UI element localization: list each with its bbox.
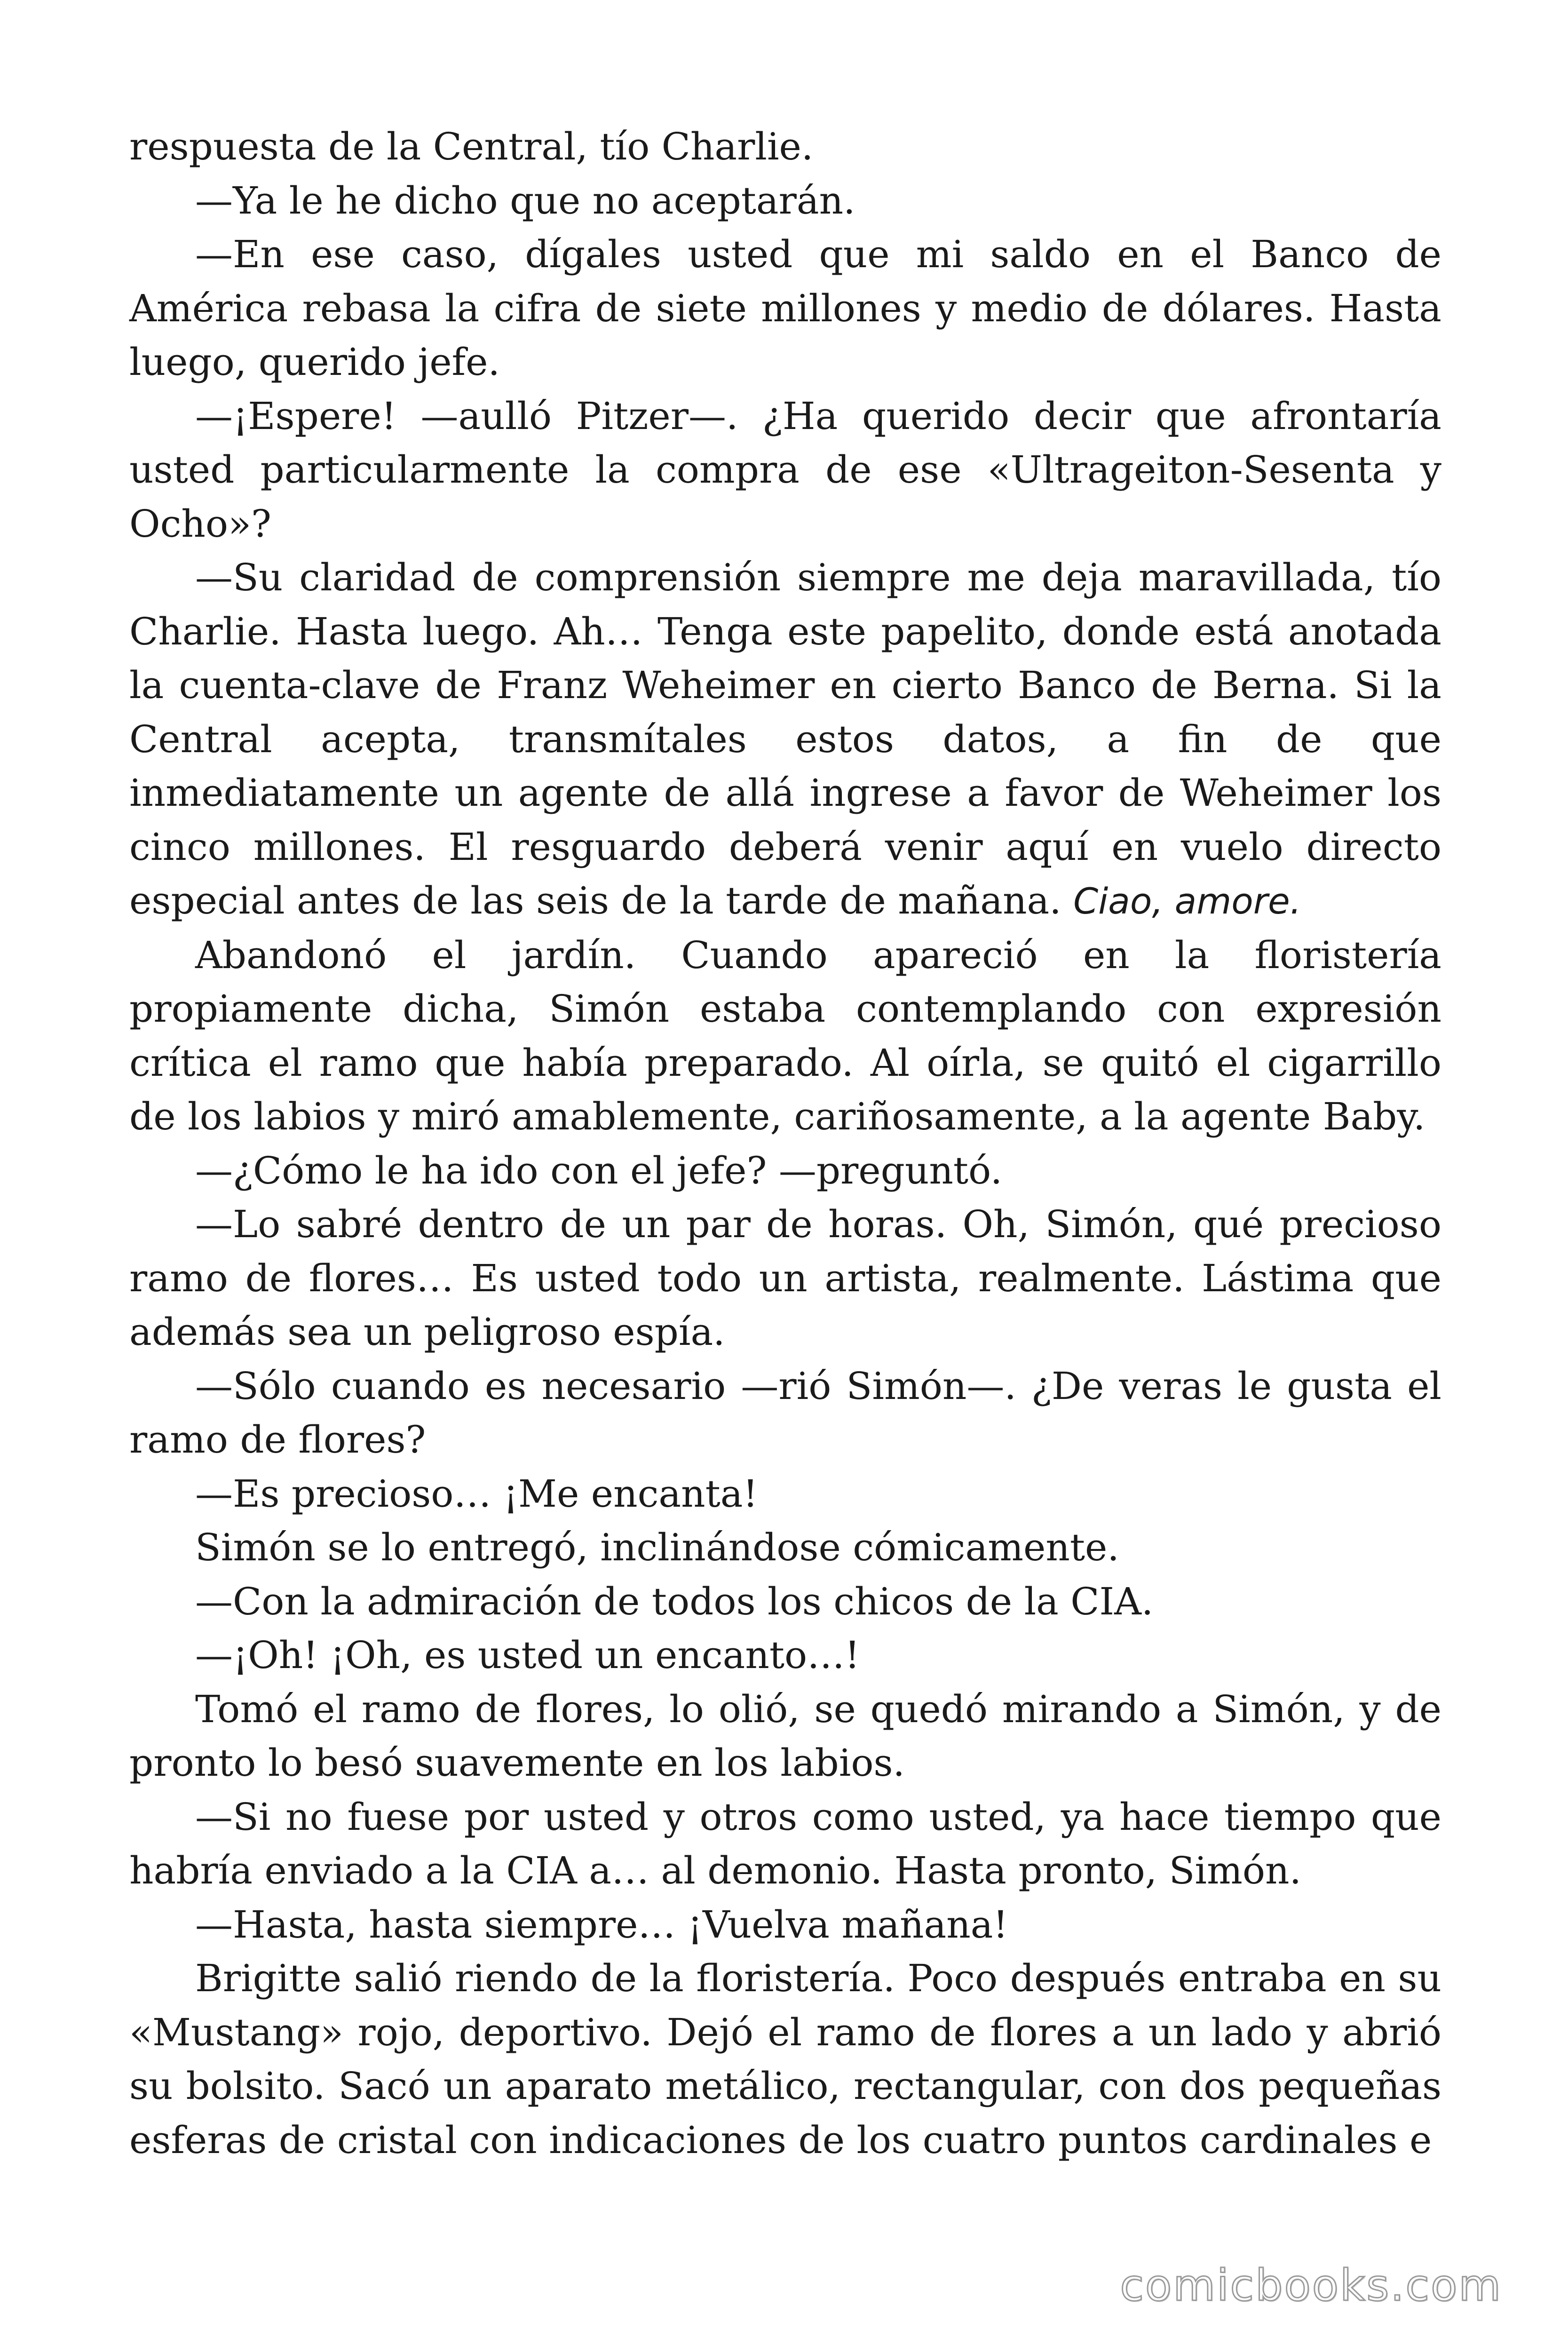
watermark-logo: comicbooks.com bbox=[1120, 2260, 1502, 2311]
italic-phrase: Ciao, amore. bbox=[1073, 880, 1301, 922]
paragraph-16: —Hasta, hasta siempre… ¡Vuelva mañana! bbox=[195, 1902, 1008, 1947]
paragraph-7: —¿Cómo le ha ido con el jefe? —preguntó. bbox=[195, 1148, 1003, 1192]
paragraph-4: —¡Espere! —aulló Pitzer—. ¿Ha querido decir que afrontaría usted particularmente la compra de ese «Ultrageiton-Sesenta y Ocho»? bbox=[129, 394, 1441, 546]
paragraph-6: Abandonó el jardín. Cuando apareció en la floristería propiamente dicha, Simón estaba contemplando con expresión crítica el ramo que había preparado. Al oírla, se quitó el cigarrillo de los labios y miró amablemente, cariñosamente, a la agente Baby. bbox=[129, 933, 1441, 1138]
paragraph-17: Brigitte salió riendo de la floristería. Poco después entraba en su «Mustang» rojo, deportivo. Dejó el ramo de flores a un lado y abrió su bolsito. Sacó un aparato metálico, rectangular, con dos pequeñas esferas de cristal con indicaciones de los cuatro puntos cardinales e bbox=[129, 1956, 1441, 2162]
paragraph-5 bbox=[129, 551, 1441, 929]
paragraph-3: —En ese caso, dígales usted que mi saldo en el Banco de América rebasa la cifra de siete millones y medio de dólares. Hasta luego, querido jefe. bbox=[129, 232, 1441, 384]
paragraph-10: —Es precioso… ¡Me encanta! bbox=[195, 1471, 758, 1516]
book-page-text bbox=[129, 120, 1441, 2167]
paragraph-14: Tomó el ramo de flores, lo olió, se quedó mirando a Simón, y de pronto lo besó suavemente en los labios. bbox=[129, 1687, 1441, 1785]
paragraph-1: respuesta de la Central, tío Charlie. bbox=[129, 125, 814, 168]
paragraph-12: —Con la admiración de todos los chicos de la CIA. bbox=[195, 1579, 1154, 1623]
paragraph-5-text: —Su claridad de comprensión siempre me deja maravillada, tío Charlie. Hasta luego. Ah… Tenga este papelito, donde está anotada la cuenta-clave de Franz Weheimer en cierto Banco de Berna. Si la Central acepta, transmítales estos datos, a fin de que inmediatamente un agente de allá ingrese a favor de Weheimer los cinco millones. El resguardo deberá venir aquí en vuelo directo especial antes de las seis de la tarde de mañana. bbox=[129, 556, 1441, 922]
paragraph-8: —Lo sabré dentro de un par de horas. Oh, Simón, qué precioso ramo de flores… Es usted todo un artista, realmente. Lástima que además sea un peligroso espía. bbox=[129, 1202, 1441, 1354]
paragraph-15: —Si no fuese por usted y otros como usted, ya hace tiempo que habría enviado a la CIA a… al demonio. Hasta pronto, Simón. bbox=[129, 1795, 1441, 1892]
paragraph-11: Simón se lo entregó, inclinándose cómicamente. bbox=[195, 1526, 1119, 1569]
paragraph-2: —Ya le he dicho que no aceptarán. bbox=[195, 178, 855, 222]
paragraph-9: —Sólo cuando es necesario —rió Simón—. ¿De veras le gusta el ramo de flores? bbox=[129, 1364, 1441, 1462]
paragraph-13: —¡Oh! ¡Oh, es usted un encanto…! bbox=[195, 1633, 860, 1677]
